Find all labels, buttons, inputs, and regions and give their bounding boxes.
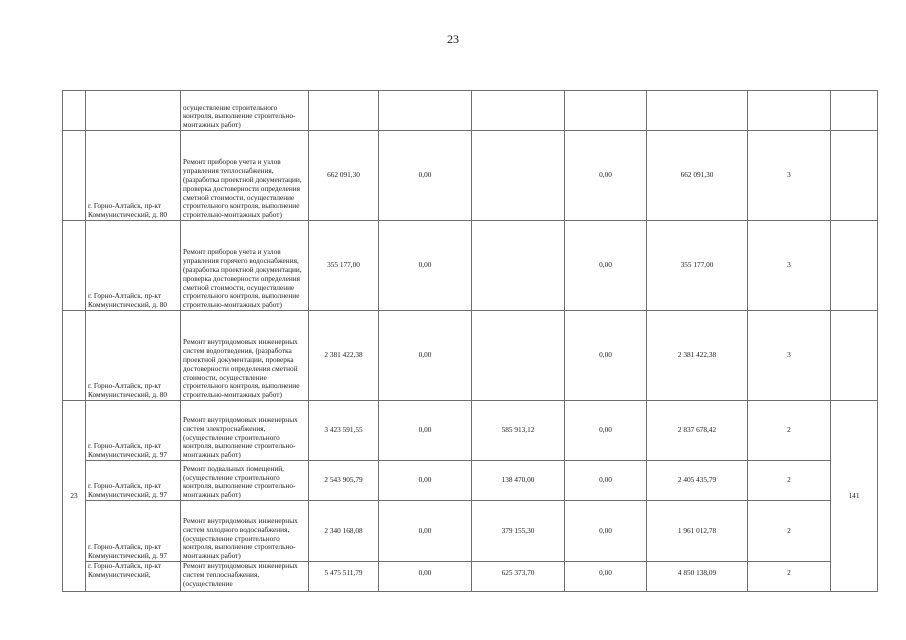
year-cell: 2 xyxy=(748,562,831,592)
cost-col-3: 0,00 xyxy=(565,221,647,311)
total-cost-cell: 355 177,00 xyxy=(309,221,379,311)
cost-col-4: 1 961 012,78 xyxy=(647,501,748,562)
page-number: 23 xyxy=(447,32,459,46)
cost-col-3: 0,00 xyxy=(565,461,647,501)
address-cell: г. Горно-Алтайск, пр-кт Коммунистический, д. 80 xyxy=(86,131,181,221)
year-cell: 2 xyxy=(748,461,831,501)
cost-col-4: 662 091,30 xyxy=(647,131,748,221)
table-row xyxy=(63,91,878,131)
number-cell xyxy=(63,311,86,401)
work-cell: Ремонт приборов учета и узлов управления теплоснабжения, (разработка проектной документации, проверка достоверности определения сметной стоимости, осуществление строительного контроля, выполнение строительно-монтажных работ) xyxy=(181,131,309,221)
cost-col-2: 625 373,70 xyxy=(472,562,565,592)
cost-col-4 xyxy=(647,91,748,131)
cost-col-1 xyxy=(379,91,472,131)
table-row xyxy=(63,461,878,501)
work-cell: Ремонт внутридомовых инженерных систем водоотведения, (разработка проектной документации, проверка достоверности определения сметной стоимости, осуществление строительного контроля, выполнение строительно-монтажных работ) xyxy=(181,311,309,401)
address-cell: г. Горно-Алтайск, пр-кт Коммунистический, д. 80 xyxy=(86,221,181,311)
cost-col-2: 585 913,12 xyxy=(472,401,565,461)
total-cost-cell: 5 475 511,79 xyxy=(309,562,379,592)
total-cost-cell: 2 340 168,08 xyxy=(309,501,379,562)
count-cell xyxy=(831,131,878,221)
year-cell: 3 xyxy=(748,131,831,221)
work-cell: Ремонт приборов учета и узлов управления горячего водоснабжения, (разработка проектной документации, проверка достоверности определения сметной стоимости, осуществление строительного контроля, выполнение строительно-монтажных работ) xyxy=(181,221,309,311)
work-cell: Ремонт внутридомовых инженерных систем электроснабжения, (осуществление строительного контроля, выполнение строительно-монтажных работ) xyxy=(181,401,309,461)
number-cell xyxy=(63,91,86,131)
total-cost-cell: 2 543 905,79 xyxy=(309,461,379,501)
address-cell: г. Горно-Алтайск, пр-кт Коммунистический, д. 80 xyxy=(86,311,181,401)
cost-col-3: 0,00 xyxy=(565,311,647,401)
address-cell: г. Горно-Алтайск, пр-кт Коммунистический, xyxy=(86,562,181,592)
cost-col-3: 0,00 xyxy=(565,401,647,461)
table-row xyxy=(63,562,878,592)
count-cell xyxy=(831,311,878,401)
cost-col-1: 0,00 xyxy=(379,131,472,221)
address-cell: г. Горно-Алтайск, пр-кт Коммунистический, д. 97 xyxy=(86,501,181,562)
total-cost-cell: 662 091,30 xyxy=(309,131,379,221)
address-cell: г. Горно-Алтайск, пр-кт Коммунистический, д. 97 xyxy=(86,401,181,461)
year-cell: 2 xyxy=(748,501,831,562)
total-cost-cell xyxy=(309,91,379,131)
number-cell xyxy=(63,221,86,311)
work-cell: Ремонт внутридомовых инженерных систем холодного водоснабжения, (осуществление строительного контроля, выполнение строительно-монтажных работ) xyxy=(181,501,309,562)
total-cost-cell: 3 423 591,55 xyxy=(309,401,379,461)
cost-col-3: 0,00 xyxy=(565,562,647,592)
cost-col-4: 2 405 435,79 xyxy=(647,461,748,501)
cost-col-1: 0,00 xyxy=(379,562,472,592)
table-row xyxy=(63,501,878,562)
cost-col-4: 355 177,00 xyxy=(647,221,748,311)
cost-col-2: 138 470,00 xyxy=(472,461,565,501)
group-total-cell: 141 xyxy=(831,401,878,592)
year-cell: 2 xyxy=(748,401,831,461)
number-cell xyxy=(63,131,86,221)
group-number-cell: 23 xyxy=(63,401,86,592)
cost-col-2 xyxy=(472,131,565,221)
cost-col-2: 379 155,30 xyxy=(472,501,565,562)
work-cell: Ремонт внутридомовых инженерных систем теплоснабжения, (осуществление xyxy=(181,562,309,592)
cost-col-2 xyxy=(472,221,565,311)
table-row xyxy=(63,311,878,401)
cost-col-4: 2 837 678,42 xyxy=(647,401,748,461)
cost-col-3: 0,00 xyxy=(565,131,647,221)
cost-col-1: 0,00 xyxy=(379,461,472,501)
cost-col-1: 0,00 xyxy=(379,311,472,401)
total-cost-cell: 2 381 422,38 xyxy=(309,311,379,401)
work-cell: осуществление строительного контроля, выполнение строительно-монтажных работ) xyxy=(181,91,309,131)
year-cell: 3 xyxy=(748,311,831,401)
address-cell xyxy=(86,91,181,131)
cost-col-1: 0,00 xyxy=(379,401,472,461)
cost-col-3 xyxy=(565,91,647,131)
cost-col-2 xyxy=(472,91,565,131)
address-cell: г. Горно-Алтайск, пр-кт Коммунистический, д. 97 xyxy=(86,461,181,501)
cost-col-4: 4 850 138,09 xyxy=(647,562,748,592)
table-row xyxy=(63,401,878,461)
year-cell: 3 xyxy=(748,221,831,311)
table-row xyxy=(63,221,878,311)
count-cell xyxy=(831,91,878,131)
cost-col-2 xyxy=(472,311,565,401)
cost-col-1: 0,00 xyxy=(379,221,472,311)
cost-col-3: 0,00 xyxy=(565,501,647,562)
year-cell xyxy=(748,91,831,131)
count-cell xyxy=(831,221,878,311)
work-cell: Ремонт подвальных помещений, (осуществление строительного контроля, выполнение строительно-монтажных работ) xyxy=(181,461,309,501)
work-schedule-table xyxy=(62,90,878,592)
cost-col-4: 2 381 422,38 xyxy=(647,311,748,401)
table-row xyxy=(63,131,878,221)
cost-col-1: 0,00 xyxy=(379,501,472,562)
